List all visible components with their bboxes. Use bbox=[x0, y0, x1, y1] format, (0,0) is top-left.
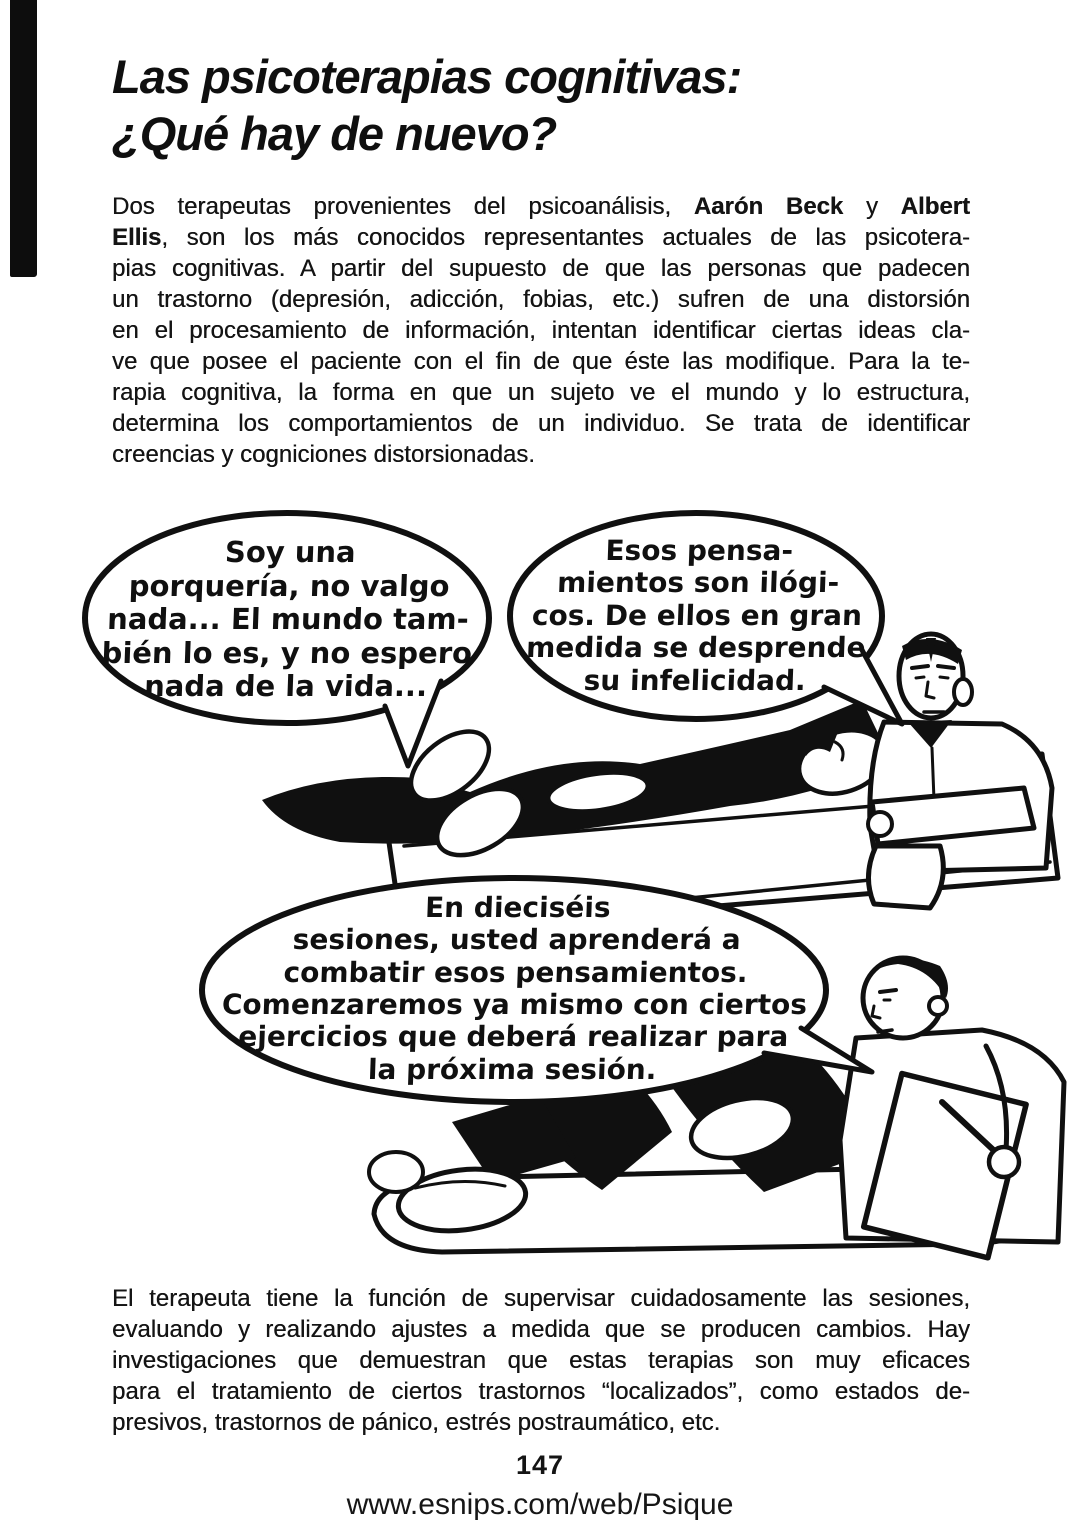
text-line: en el procesamiento de información, intentan identificar ciertas ideas cla- bbox=[112, 317, 970, 344]
ear bbox=[929, 997, 947, 1015]
speech-bubble-therapist bbox=[517, 522, 878, 710]
bubble-line: combatir esos pensamientos. bbox=[283, 955, 749, 989]
bubble-line: ejercicios que deberá realizar para bbox=[237, 1020, 789, 1054]
bubble-line: nada... El mundo tam- bbox=[106, 602, 470, 637]
bubble-line: nada de la vida... bbox=[143, 669, 428, 704]
text-line: pias cognitivas. A partir del supuesto de que las personas que padecen bbox=[112, 255, 970, 282]
text-line: rapia cognitiva, la forma en que un sujeto ve el mundo y lo estructura, bbox=[112, 379, 970, 406]
text-line: El terapeuta tiene la función de supervisar cuidadosamente las sesiones, bbox=[112, 1285, 970, 1312]
bubble-line: porquería, no valgo bbox=[128, 568, 451, 603]
text-line: para el tratamiento de ciertos trastornos “localizados”, como estados de- bbox=[112, 1378, 970, 1405]
bubble-line: Esos pensa- bbox=[604, 533, 794, 567]
text-line: investigaciones que demuestran que estas terapias son muy eficaces bbox=[112, 1347, 970, 1374]
bubble-line: mientos son ilógi- bbox=[556, 566, 840, 600]
bubble-line: sesiones, usted aprenderá a bbox=[292, 923, 742, 957]
page-title-line1: Las psicoterapias cognitivas: bbox=[112, 50, 742, 103]
text-line: evaluando y realizando ajustes a medida que se producen cambios. Hay bbox=[112, 1316, 970, 1343]
page-title-line2: ¿Qué hay de nuevo? bbox=[112, 107, 557, 160]
bubble-line: En dieciséis bbox=[424, 890, 612, 924]
page-number: 147 bbox=[515, 1450, 565, 1480]
slipper bbox=[369, 1152, 423, 1192]
closing-paragraph bbox=[112, 1283, 970, 1438]
text-line: determina los comportamientos de un individuo. Se trata de identificar bbox=[112, 410, 970, 437]
ear bbox=[954, 679, 972, 705]
text-line: presivos, trastornos de pánico, estrés postraumático, etc. bbox=[112, 1409, 721, 1436]
text-line: Dos terapeutas provenientes del psicoanálisis, Aarón Beck y Albert bbox=[112, 193, 970, 220]
site-url: www.esnips.com/web/Psique bbox=[346, 1488, 734, 1521]
therapist-figure bbox=[868, 634, 1052, 908]
bubble-line: bién lo es, y no espero bbox=[101, 635, 473, 670]
bubble-line: cos. De ellos en gran bbox=[531, 598, 863, 632]
text-line: ve que posee el paciente con el fin de que éste las modifique. Para la te- bbox=[112, 348, 970, 375]
therapist-figure-2 bbox=[840, 958, 1064, 1258]
hand bbox=[868, 812, 892, 836]
hand bbox=[989, 1147, 1019, 1177]
speech-bubble-therapist-2 bbox=[218, 886, 811, 1092]
bubble-line: Comenzaremos ya mismo con ciertos bbox=[221, 988, 808, 1021]
text-line: Ellis, son los más conocidos representantes actuales de las psicotera- bbox=[112, 224, 970, 251]
text-line: creencias y cogniciones distorsionadas. bbox=[112, 441, 535, 468]
bubble-line: Soy una bbox=[224, 534, 357, 569]
speech-bubble-patient bbox=[97, 525, 480, 715]
text-line: un trastorno (depresión, adicción, fobias, etc.) sufren de una distorsión bbox=[112, 286, 970, 313]
bubble-line: medida se desprende bbox=[525, 631, 867, 665]
bubble-line: la próxima sesión. bbox=[367, 1052, 658, 1086]
bubble-line: su infelicidad. bbox=[583, 663, 807, 697]
